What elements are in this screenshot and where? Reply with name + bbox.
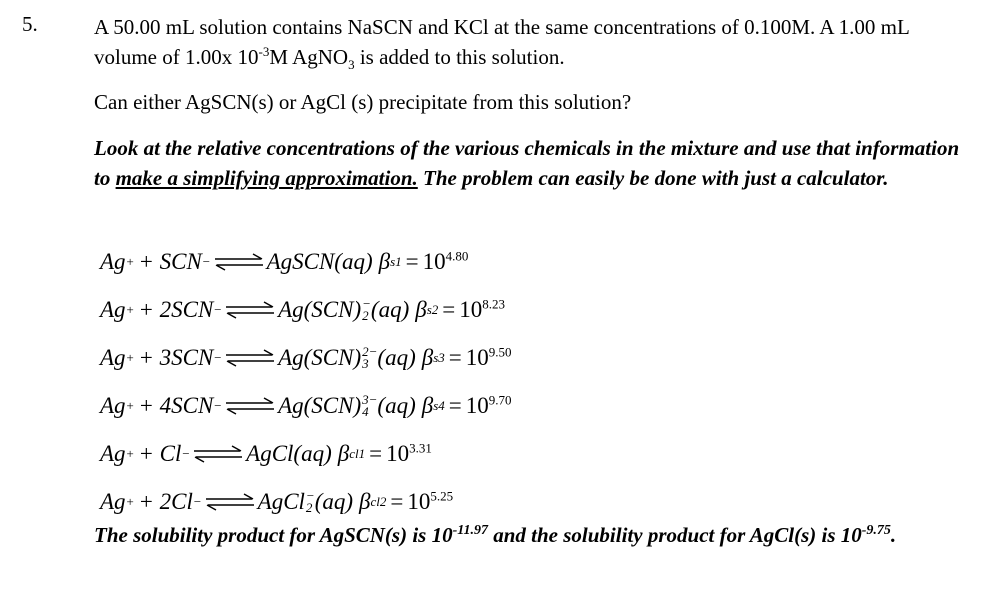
constant-exponent: 9.70 — [488, 392, 512, 408]
reactant: + 2Cl — [138, 489, 193, 514]
reactant: + SCN — [138, 249, 202, 274]
equation-row: Ag + + Cl − AgCl(aq) β cl1 = $10^{3.31}$ — [100, 440, 432, 466]
product: AgCl — [257, 489, 305, 514]
product: Ag(SCN) — [278, 345, 362, 370]
equation-row: Ag + + 2SCN − Ag(SCN) − 2 (aq) β s2 = $10^{8.23}$ — [100, 296, 506, 323]
beta-symbol: β — [421, 345, 434, 370]
equals-sign: = — [390, 489, 404, 514]
product-phase: (aq) — [370, 297, 410, 322]
ksp-agscn-exponent: -11.97 — [452, 523, 488, 538]
constant-value: $10^{9.50}$ — [465, 344, 512, 370]
equilibrium-arrow-icon — [213, 251, 265, 273]
equals-sign: = — [448, 345, 462, 370]
hint-underlined: make a simplifying approximation. — [115, 166, 418, 190]
equation-row: Ag + + SCN − AgSCN(aq) β s1 = $10^{4.80}$ — [100, 248, 469, 274]
problem-hint — [94, 133, 974, 193]
product: AgCl(aq) — [246, 441, 332, 466]
silver-ion: Ag — [100, 249, 126, 274]
product-phase: (aq) — [377, 393, 416, 418]
product-charge: − 2 — [362, 296, 371, 323]
product: Ag(SCN) — [278, 297, 362, 322]
reactant: + 4SCN — [138, 393, 214, 418]
reactant: + Cl — [138, 441, 182, 466]
equilibrium-arrow-icon — [224, 299, 276, 321]
product-charge: − 2 — [305, 488, 315, 515]
constant-exponent: 5.25 — [430, 488, 454, 504]
hint-text-1: Look at the relative concentrations of the various chemicals in the mixture and use that information to — [94, 136, 960, 190]
beta-symbol: β — [378, 249, 391, 274]
intro-text-2: M AgNO — [269, 45, 349, 69]
equilibrium-arrow-icon — [204, 491, 256, 513]
product-phase: (aq) — [314, 489, 354, 514]
product-phase: (aq) — [377, 345, 416, 370]
constant-value: $10^{4.80}$ — [422, 248, 469, 274]
beta-symbol: β — [359, 489, 371, 514]
equation-row: Ag + + 4SCN − Ag(SCN) 3− 4 (aq) β s4 = $10^{9.70}$ — [100, 392, 512, 419]
equilibrium-arrow-icon — [192, 443, 244, 465]
reactant: + 3SCN — [138, 345, 214, 370]
footer-text-3: . — [890, 523, 897, 547]
equilibrium-arrow-icon — [224, 347, 276, 369]
problem-question: Can either AgSCN(s) or AgCl (s) precipitate from this solution? — [94, 90, 632, 114]
beta-symbol: β — [337, 441, 350, 466]
product: AgSCN(aq) — [266, 249, 373, 274]
problem-intro — [94, 12, 974, 72]
equation-row: Ag + + 2Cl − AgCl − 2 (aq) β cl2 = $10^{5.25}$ — [100, 488, 454, 515]
product-charge: 3− 4 — [362, 392, 378, 419]
solubility-footer — [94, 519, 974, 551]
reactant: + 2SCN — [138, 297, 214, 322]
silver-ion: Ag — [100, 345, 126, 370]
equilibrium-arrow-icon — [224, 395, 276, 417]
hint-text-2: The problem can easily be done with just a calculator. — [417, 166, 889, 190]
problem-number: 5. — [22, 12, 38, 36]
intro-text-1: A 50.00 mL solution contains NaSCN and KCl at the same concentrations of 0.100M. A 1.00 mL volume of 1.00x 10 — [94, 15, 910, 69]
equals-sign: = — [442, 297, 456, 322]
beta-symbol: β — [415, 297, 427, 322]
constant-exponent: 4.80 — [445, 248, 469, 264]
intro-exponent: -3 — [258, 44, 270, 59]
equals-sign: = — [448, 393, 462, 418]
constant-exponent: 8.23 — [482, 296, 506, 312]
beta-symbol: β — [421, 393, 434, 418]
product: Ag(SCN) — [278, 393, 362, 418]
silver-ion: Ag — [100, 393, 126, 418]
footer-text-2: and the solubility product for AgCl(s) is 10 — [487, 523, 862, 547]
silver-ion: Ag — [100, 297, 126, 322]
silver-ion: Ag — [100, 441, 126, 466]
constant-value: $10^{5.25}$ — [407, 488, 454, 514]
ksp-agcl-exponent: -9.75 — [861, 523, 891, 538]
constant-value: $10^{9.70}$ — [465, 392, 512, 418]
constant-exponent: 9.50 — [488, 344, 512, 360]
equals-sign: = — [369, 441, 383, 466]
product-charge: 2− 3 — [362, 344, 378, 371]
equals-sign: = — [405, 249, 419, 274]
constant-value: $10^{8.23}$ — [459, 296, 506, 322]
equation-row: Ag + + 3SCN − Ag(SCN) 2− 3 (aq) β s3 = $10^{9.50}$ — [100, 344, 512, 371]
intro-text-3: is added to this solution. — [354, 45, 565, 69]
silver-ion: Ag — [100, 489, 126, 514]
constant-exponent: 3.31 — [409, 440, 432, 456]
footer-text-1: The solubility product for AgSCN(s) is 10 — [94, 523, 453, 547]
constant-value: $10^{3.31}$ — [386, 440, 432, 466]
intro-subscript: 3 — [348, 57, 355, 73]
